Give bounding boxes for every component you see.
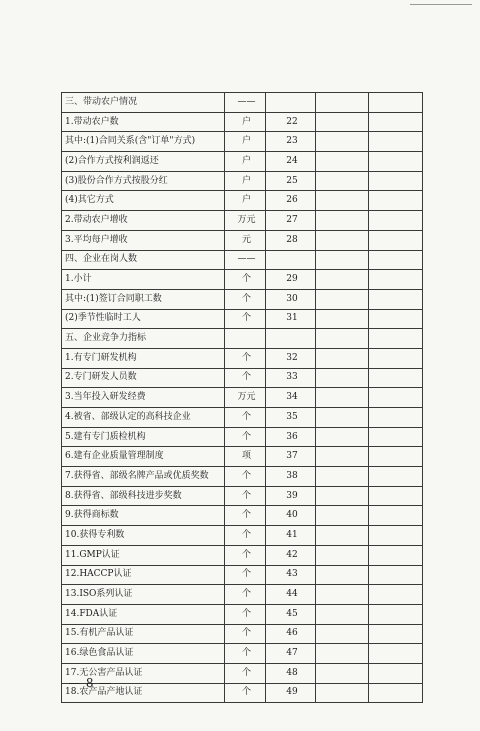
row-value-cell [316,348,369,368]
row-unit: —— [225,93,266,113]
row-unit: 个 [225,309,266,329]
row-unit: 万元 [225,388,266,408]
row-value-cell [369,526,423,546]
table-row [62,329,423,349]
row-code: 45 [266,604,316,624]
row-unit: 户 [225,132,266,152]
row-code: 27 [266,211,316,231]
row-value-cell [369,171,423,191]
row-item-label: 5.建有专门质检机构 [62,427,225,447]
row-item-label: (3)股份合作方式按股分红 [62,171,225,191]
row-item-label: 11.GMP认证 [62,545,225,565]
row-item-label: 9.获得商标数 [62,506,225,526]
row-code: 35 [266,408,316,428]
row-value-cell [369,191,423,211]
row-value-cell [316,447,369,467]
row-unit: 个 [225,506,266,526]
table-row [62,348,423,368]
row-code: 36 [266,427,316,447]
row-value-cell [316,230,369,250]
row-value-cell [369,93,423,113]
row-code: 30 [266,289,316,309]
row-item-label: 1.小计 [62,270,225,290]
row-item-label: 四、企业在岗人数 [62,250,225,270]
scan-edge-mark [410,4,472,5]
row-unit: 万元 [225,211,266,231]
row-value-cell [369,132,423,152]
row-value-cell [369,545,423,565]
row-unit: 个 [225,427,266,447]
table-row [62,250,423,270]
row-value-cell [316,663,369,683]
row-item-label: 三、带动农户情况 [62,93,225,113]
row-value-cell [369,447,423,467]
row-value-cell [316,112,369,132]
row-value-cell [316,289,369,309]
row-value-cell [369,368,423,388]
row-value-cell [316,486,369,506]
row-value-cell [316,467,369,487]
row-unit: 户 [225,112,266,132]
row-value-cell [369,506,423,526]
row-value-cell [316,506,369,526]
row-code: 23 [266,132,316,152]
table-row [62,427,423,447]
table-row [62,506,423,526]
row-value-cell [316,408,369,428]
row-item-label: 7.获得省、部级名牌产品或优质奖数 [62,467,225,487]
row-unit: 个 [225,624,266,644]
table-row [62,230,423,250]
row-item-label: 16.绿色食品认证 [62,644,225,664]
row-unit: 个 [225,545,266,565]
table-row [62,171,423,191]
row-value-cell [369,604,423,624]
row-code: 39 [266,486,316,506]
row-unit: —— [225,250,266,270]
table-row [62,565,423,585]
row-unit: 项 [225,447,266,467]
row-unit: 元 [225,230,266,250]
row-value-cell [369,230,423,250]
row-value-cell [369,112,423,132]
row-value-cell [369,289,423,309]
row-code: 31 [266,309,316,329]
table-row [62,93,423,113]
row-code: 28 [266,230,316,250]
row-value-cell [316,171,369,191]
row-code: 47 [266,644,316,664]
table-row [62,388,423,408]
table-row [62,270,423,290]
row-unit: 个 [225,565,266,585]
row-item-label: 1.有专门研发机构 [62,348,225,368]
row-value-cell [316,191,369,211]
row-value-cell [369,565,423,585]
row-value-cell [369,152,423,172]
row-value-cell [316,270,369,290]
row-item-label: 五、企业竞争力指标 [62,329,225,349]
table-row [62,191,423,211]
row-item-label: (2)季节性临时工人 [62,309,225,329]
row-value-cell [369,644,423,664]
row-value-cell [316,152,369,172]
row-unit: 个 [225,467,266,487]
row-value-cell [316,644,369,664]
row-unit: 个 [225,348,266,368]
row-unit: 个 [225,663,266,683]
table-row [62,368,423,388]
row-value-cell [369,270,423,290]
row-value-cell [316,211,369,231]
row-item-label: 15.有机产品认证 [62,624,225,644]
row-value-cell [369,624,423,644]
row-item-label: 3.当年投入研发经费 [62,388,225,408]
row-value-cell [369,486,423,506]
table-row [62,408,423,428]
row-item-label: 3.平均每户增收 [62,230,225,250]
row-code: 46 [266,624,316,644]
row-value-cell [316,526,369,546]
row-unit: 个 [225,289,266,309]
table-row [62,152,423,172]
row-unit: 个 [225,368,266,388]
row-value-cell [369,683,423,703]
statistics-table [61,92,423,703]
row-value-cell [369,250,423,270]
table-row [62,526,423,546]
row-value-cell [316,604,369,624]
table-row [62,663,423,683]
row-value-cell [369,663,423,683]
row-item-label: 其中:(1)签订合同职工数 [62,289,225,309]
row-code: 38 [266,467,316,487]
row-code: 37 [266,447,316,467]
table-row [62,309,423,329]
row-unit: 个 [225,486,266,506]
row-unit: 个 [225,604,266,624]
row-code: 26 [266,191,316,211]
row-code [266,329,316,349]
row-code: 22 [266,112,316,132]
row-unit: 户 [225,191,266,211]
row-code: 44 [266,585,316,605]
row-item-label: 8.获得省、部级科技进步奖数 [62,486,225,506]
row-unit: 个 [225,683,266,703]
row-value-cell [369,309,423,329]
row-unit: 个 [225,270,266,290]
row-value-cell [369,427,423,447]
row-value-cell [316,368,369,388]
row-item-label: 13.ISO系列认证 [62,585,225,605]
row-value-cell [316,545,369,565]
row-item-label: 14.FDA认证 [62,604,225,624]
table-row [62,585,423,605]
row-unit: 个 [225,644,266,664]
row-value-cell [369,467,423,487]
row-value-cell [316,388,369,408]
table-row [62,447,423,467]
row-code: 42 [266,545,316,565]
row-value-cell [316,329,369,349]
row-value-cell [316,624,369,644]
row-code: 32 [266,348,316,368]
page-number: — 8 — [68,676,113,690]
row-value-cell [316,585,369,605]
table-row [62,132,423,152]
row-value-cell [369,585,423,605]
table-row [62,289,423,309]
table-row [62,604,423,624]
row-value-cell [369,348,423,368]
table-row [62,486,423,506]
table-row [62,644,423,664]
table-body [62,93,423,703]
row-item-label: 4.被省、部级认定的高科技企业 [62,408,225,428]
row-unit: 个 [225,408,266,428]
row-value-cell [316,683,369,703]
row-value-cell [316,132,369,152]
row-item-label: 17.无公害产品认证 [62,663,225,683]
row-code: 33 [266,368,316,388]
row-item-label: 6.建有企业质量管理制度 [62,447,225,467]
row-value-cell [316,565,369,585]
table-row [62,545,423,565]
row-item-label: 2.专门研发人员数 [62,368,225,388]
row-item-label: (4)其它方式 [62,191,225,211]
row-value-cell [369,388,423,408]
row-code: 43 [266,565,316,585]
row-item-label: (2)合作方式按利润返还 [62,152,225,172]
table-row [62,683,423,703]
table-row [62,624,423,644]
row-code: 24 [266,152,316,172]
row-code [266,93,316,113]
row-value-cell [369,329,423,349]
row-code: 41 [266,526,316,546]
table-row [62,211,423,231]
row-value-cell [316,250,369,270]
row-unit [225,329,266,349]
row-item-label: 2.带动农户增收 [62,211,225,231]
row-item-label: 其中:(1)合同关系(含"订单"方式) [62,132,225,152]
row-item-label: 12.HACCP认证 [62,565,225,585]
row-code: 49 [266,683,316,703]
table-row [62,467,423,487]
row-value-cell [369,408,423,428]
row-value-cell [369,211,423,231]
row-unit: 个 [225,526,266,546]
row-item-label: 18.农产品产地认证 [62,683,225,703]
row-unit: 户 [225,171,266,191]
row-unit: 个 [225,585,266,605]
row-code: 29 [266,270,316,290]
row-code: 25 [266,171,316,191]
row-code: 48 [266,663,316,683]
table-row [62,112,423,132]
row-code: 40 [266,506,316,526]
row-value-cell [316,427,369,447]
row-code [266,250,316,270]
row-unit: 户 [225,152,266,172]
row-item-label: 10.获得专利数 [62,526,225,546]
row-code: 34 [266,388,316,408]
row-value-cell [316,93,369,113]
row-item-label: 1.带动农户数 [62,112,225,132]
row-value-cell [316,309,369,329]
